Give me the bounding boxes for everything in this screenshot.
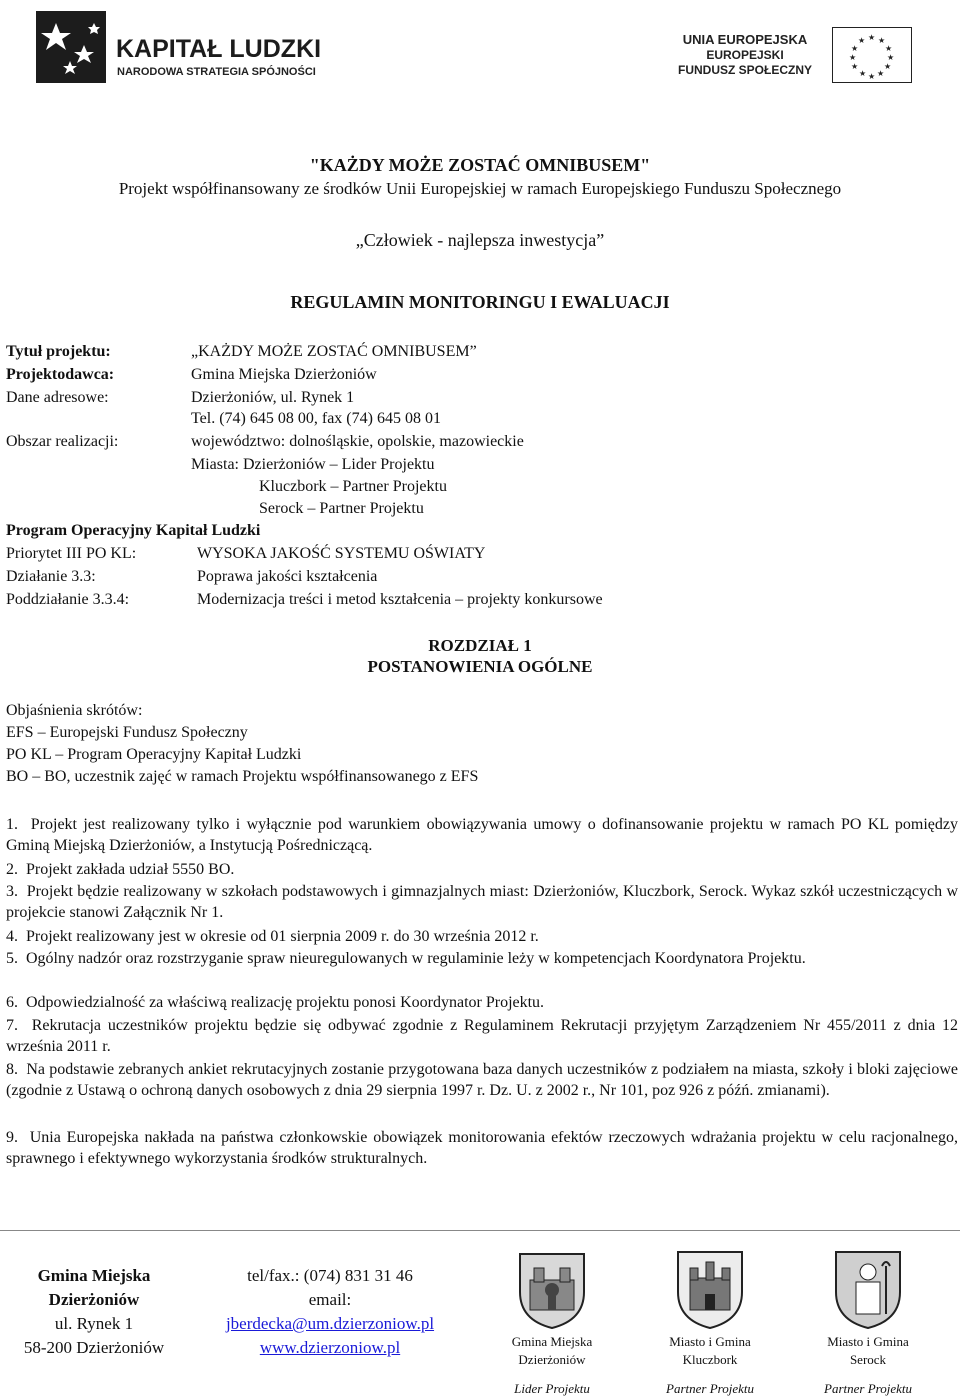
svg-text:★: ★ <box>868 72 876 81</box>
point-text: Ogólny nadzór oraz rozstrzyganie spraw nieuregulowanych w regulaminie leży w kompetencjach Koordynatora Projektu. <box>26 950 806 967</box>
kapital-ludzki-logo <box>34 5 354 95</box>
abbreviations-heading: Objaśnienia skrótów: <box>6 702 143 719</box>
crest3-line1: Miasto i Gmina <box>827 1334 909 1349</box>
point-item <box>6 814 958 856</box>
svg-text:★: ★ <box>851 62 859 71</box>
svg-text:★: ★ <box>868 33 876 42</box>
subaction-value: Modernizacja treści i metod kształcenia – projekty konkursowe <box>197 591 603 608</box>
title-value: „KAŻDY MOŻE ZOSTAĆ OMNIBUSEM” <box>191 343 477 360</box>
chapter-number: ROZDZIAŁ 1 <box>428 636 532 655</box>
crest-caption-kluczbork <box>640 1333 780 1369</box>
svg-text:★: ★ <box>858 36 866 45</box>
eu-logo <box>620 5 920 100</box>
crest1-line1: Gmina Miejska <box>511 1334 593 1349</box>
regulation-heading: REGULAMIN MONITORINGU I EWALUACJI <box>290 292 670 312</box>
priority-value: WYSOKA JAKOŚĆ SYSTEMU OŚWIATY <box>197 545 486 562</box>
cities-partner-serock: Serock – Partner Projektu <box>259 500 424 517</box>
address-label: Dane adresowe: <box>6 389 109 406</box>
title-label: Tytuł projektu: <box>6 343 111 360</box>
promoter-label: Projektodawca: <box>6 366 115 383</box>
point-text: Rekrutacja uczestników projektu będzie się odbywać zgodnie z Regulaminem Rekrutacji przyjętym Zarządzeniem Nr 455/2011 z dnia 12 września 2011 r. <box>6 1017 959 1055</box>
dzierzoniow-crest-icon <box>512 1250 592 1330</box>
point-item <box>6 948 958 969</box>
svg-text:★: ★ <box>885 44 893 53</box>
kluczbork-crest-icon <box>670 1248 750 1330</box>
point-text: Projekt zakłada udział 5550 BO. <box>26 861 235 878</box>
area-value: województwo: dolnośląskie, opolskie, mazowieckie <box>191 433 524 450</box>
point-text: Unia Europejska nakłada na państwa członkowskie obowiązek monitorowania efektów rzeczowych wdrażania projektu w celu racjonalnego, sprawnego i efektywnego wykorzystania środków strukturalnych. <box>6 1129 959 1167</box>
svg-text:★: ★ <box>877 69 885 78</box>
point-text: Projekt będzie realizowany w szkołach podstawowych i gimnazjalnych miast: Dzierżoniów, Kluczbork, Serock. Wykaz szkół uczestniczących w projekcie stanowi Załącznik Nr 1. <box>6 883 959 921</box>
action-label: Działanie 3.3: <box>6 568 96 585</box>
crest2-line2: Kluczbork <box>682 1352 738 1367</box>
document-title: "KAŻDY MOŻE ZOSTAĆ OMNIBUSEM" <box>309 155 651 175</box>
crest-caption-dzierzoniow <box>482 1333 622 1369</box>
point-text: Na podstawie zebranych ankiet rekrutacyjnych zostanie przygotowana baza danych uczestników z podziałem na miasta, szkoły i bloki zajęciowe (zgodnie z Ustawą o ochroną danych osobowych z dnia 29 sierpnia 1997 r. Dz. U. z 2002 r., Nr 101, poz 926 z późń. zmianami). <box>6 1061 959 1099</box>
point-text: Projekt jest realizowany tylko i wyłącznie pod warunkiem obowiązywania umowy o dofinansowanie projektu w ramach PO KL pomiędzy Gminą Miejską Dzierżoniów, a Instytucją Pośredniczącą. <box>6 816 958 854</box>
priority-label: Priorytet III PO KL: <box>6 545 137 562</box>
abbreviation-item: PO KL – Program Operacyjny Kapitał Ludzki <box>6 746 302 763</box>
cities-partner-kluczbork: Kluczbork – Partner Projektu <box>259 478 447 495</box>
svg-text:★: ★ <box>878 36 886 45</box>
phone-value: Tel. (74) 645 08 00, fax (74) 645 08 01 <box>191 410 441 427</box>
crest1-line2: Dzierżoniów <box>518 1352 586 1367</box>
svg-text:★: ★ <box>884 62 892 71</box>
document-motto: „Człowiek - najlepsza inwestycja” <box>355 230 605 250</box>
eu-logo-line3: FUNDUSZ SPOŁECZNY <box>677 63 812 77</box>
point-item <box>6 1059 958 1101</box>
svg-text:★: ★ <box>851 44 859 53</box>
area-label: Obszar realizacji: <box>6 433 119 450</box>
abbreviation-item: EFS – Europejski Fundusz Społeczny <box>6 724 248 741</box>
footer-org-line1: Gmina Miejska <box>37 1266 151 1285</box>
point-number: 6. <box>6 994 18 1011</box>
cities-lider: Miasta: Dzierżoniów – Lider Projektu <box>191 456 435 473</box>
eu-logo-line1: UNIA EUROPEJSKA <box>682 32 808 47</box>
eu-flag-icon <box>832 27 912 83</box>
point-number: 2. <box>6 861 18 878</box>
point-number: 8. <box>6 1061 18 1078</box>
point-item <box>6 881 958 923</box>
point-item <box>6 992 958 1013</box>
address-value: Dzierżoniów, ul. Rynek 1 <box>191 389 355 406</box>
kapital-ludzki-subtitle: NARODOWA STRATEGIA SPÓJNOŚCI <box>117 66 316 78</box>
crest-caption-serock <box>798 1333 938 1369</box>
footer-organization <box>14 1264 174 1360</box>
svg-text:★: ★ <box>887 53 895 62</box>
crest1-role: Lider Projektu <box>514 1381 590 1396</box>
point-number: 3. <box>6 883 18 900</box>
footer-tel: tel/fax.: (074) 831 31 46 <box>247 1266 413 1285</box>
point-number: 1. <box>6 816 18 833</box>
point-item <box>6 926 958 947</box>
promoter-value: Gmina Miejska Dzierżoniów <box>191 366 377 383</box>
crest3-line2: Serock <box>849 1352 887 1367</box>
point-number: 4. <box>6 928 18 945</box>
point-item <box>6 859 958 880</box>
chapter-name: POSTANOWIENIA OGÓLNE <box>367 657 593 676</box>
point-item <box>6 1127 958 1169</box>
footer-www-link[interactable]: www.dzierzoniow.pl <box>259 1338 401 1357</box>
footer-email-label: email: <box>308 1290 352 1309</box>
crest3-role: Partner Projektu <box>824 1381 912 1396</box>
subaction-label: Poddziałanie 3.3.4: <box>6 591 130 608</box>
abbreviation-item: BO – BO, uczestnik zajęć w ramach Projektu współfinansowanego z EFS <box>6 768 479 785</box>
svg-text:★: ★ <box>849 53 857 62</box>
crest2-line1: Miasto i Gmina <box>669 1334 751 1349</box>
program-name: Program Operacyjny Kapitał Ludzki <box>6 522 261 539</box>
document-subtitle: Projekt współfinansowany ze środków Unii Europejskiej w ramach Europejskiego Funduszu Społecznego <box>118 179 842 198</box>
footer-divider <box>0 1230 960 1231</box>
footer-contact <box>190 1264 470 1360</box>
point-number: 9. <box>6 1129 18 1146</box>
eu-logo-line2: EUROPEJSKI <box>706 48 784 62</box>
point-number: 5. <box>6 950 18 967</box>
serock-crest-icon <box>828 1248 908 1330</box>
action-value: Poprawa jakości kształcenia <box>197 568 378 585</box>
point-item <box>6 1015 958 1057</box>
footer-org-line4: 58-200 Dzierżoniów <box>23 1338 165 1357</box>
footer-email-link[interactable]: jberdecka@um.dzierzoniow.pl <box>225 1314 435 1333</box>
footer-org-line2: Dzierżoniów <box>48 1290 140 1309</box>
point-text: Odpowiedzialność za właściwą realizację projektu ponosi Koordynator Projektu. <box>26 994 545 1011</box>
point-text: Projekt realizowany jest w okresie od 01 sierpnia 2009 r. do 30 września 2012 r. <box>26 928 539 945</box>
point-number: 7. <box>6 1017 18 1034</box>
crest2-role: Partner Projektu <box>666 1381 754 1396</box>
kapital-ludzki-title: KAPITAŁ LUDZKI <box>116 35 322 63</box>
svg-text:★: ★ <box>859 69 867 78</box>
footer-org-line3: ul. Rynek 1 <box>54 1314 134 1333</box>
